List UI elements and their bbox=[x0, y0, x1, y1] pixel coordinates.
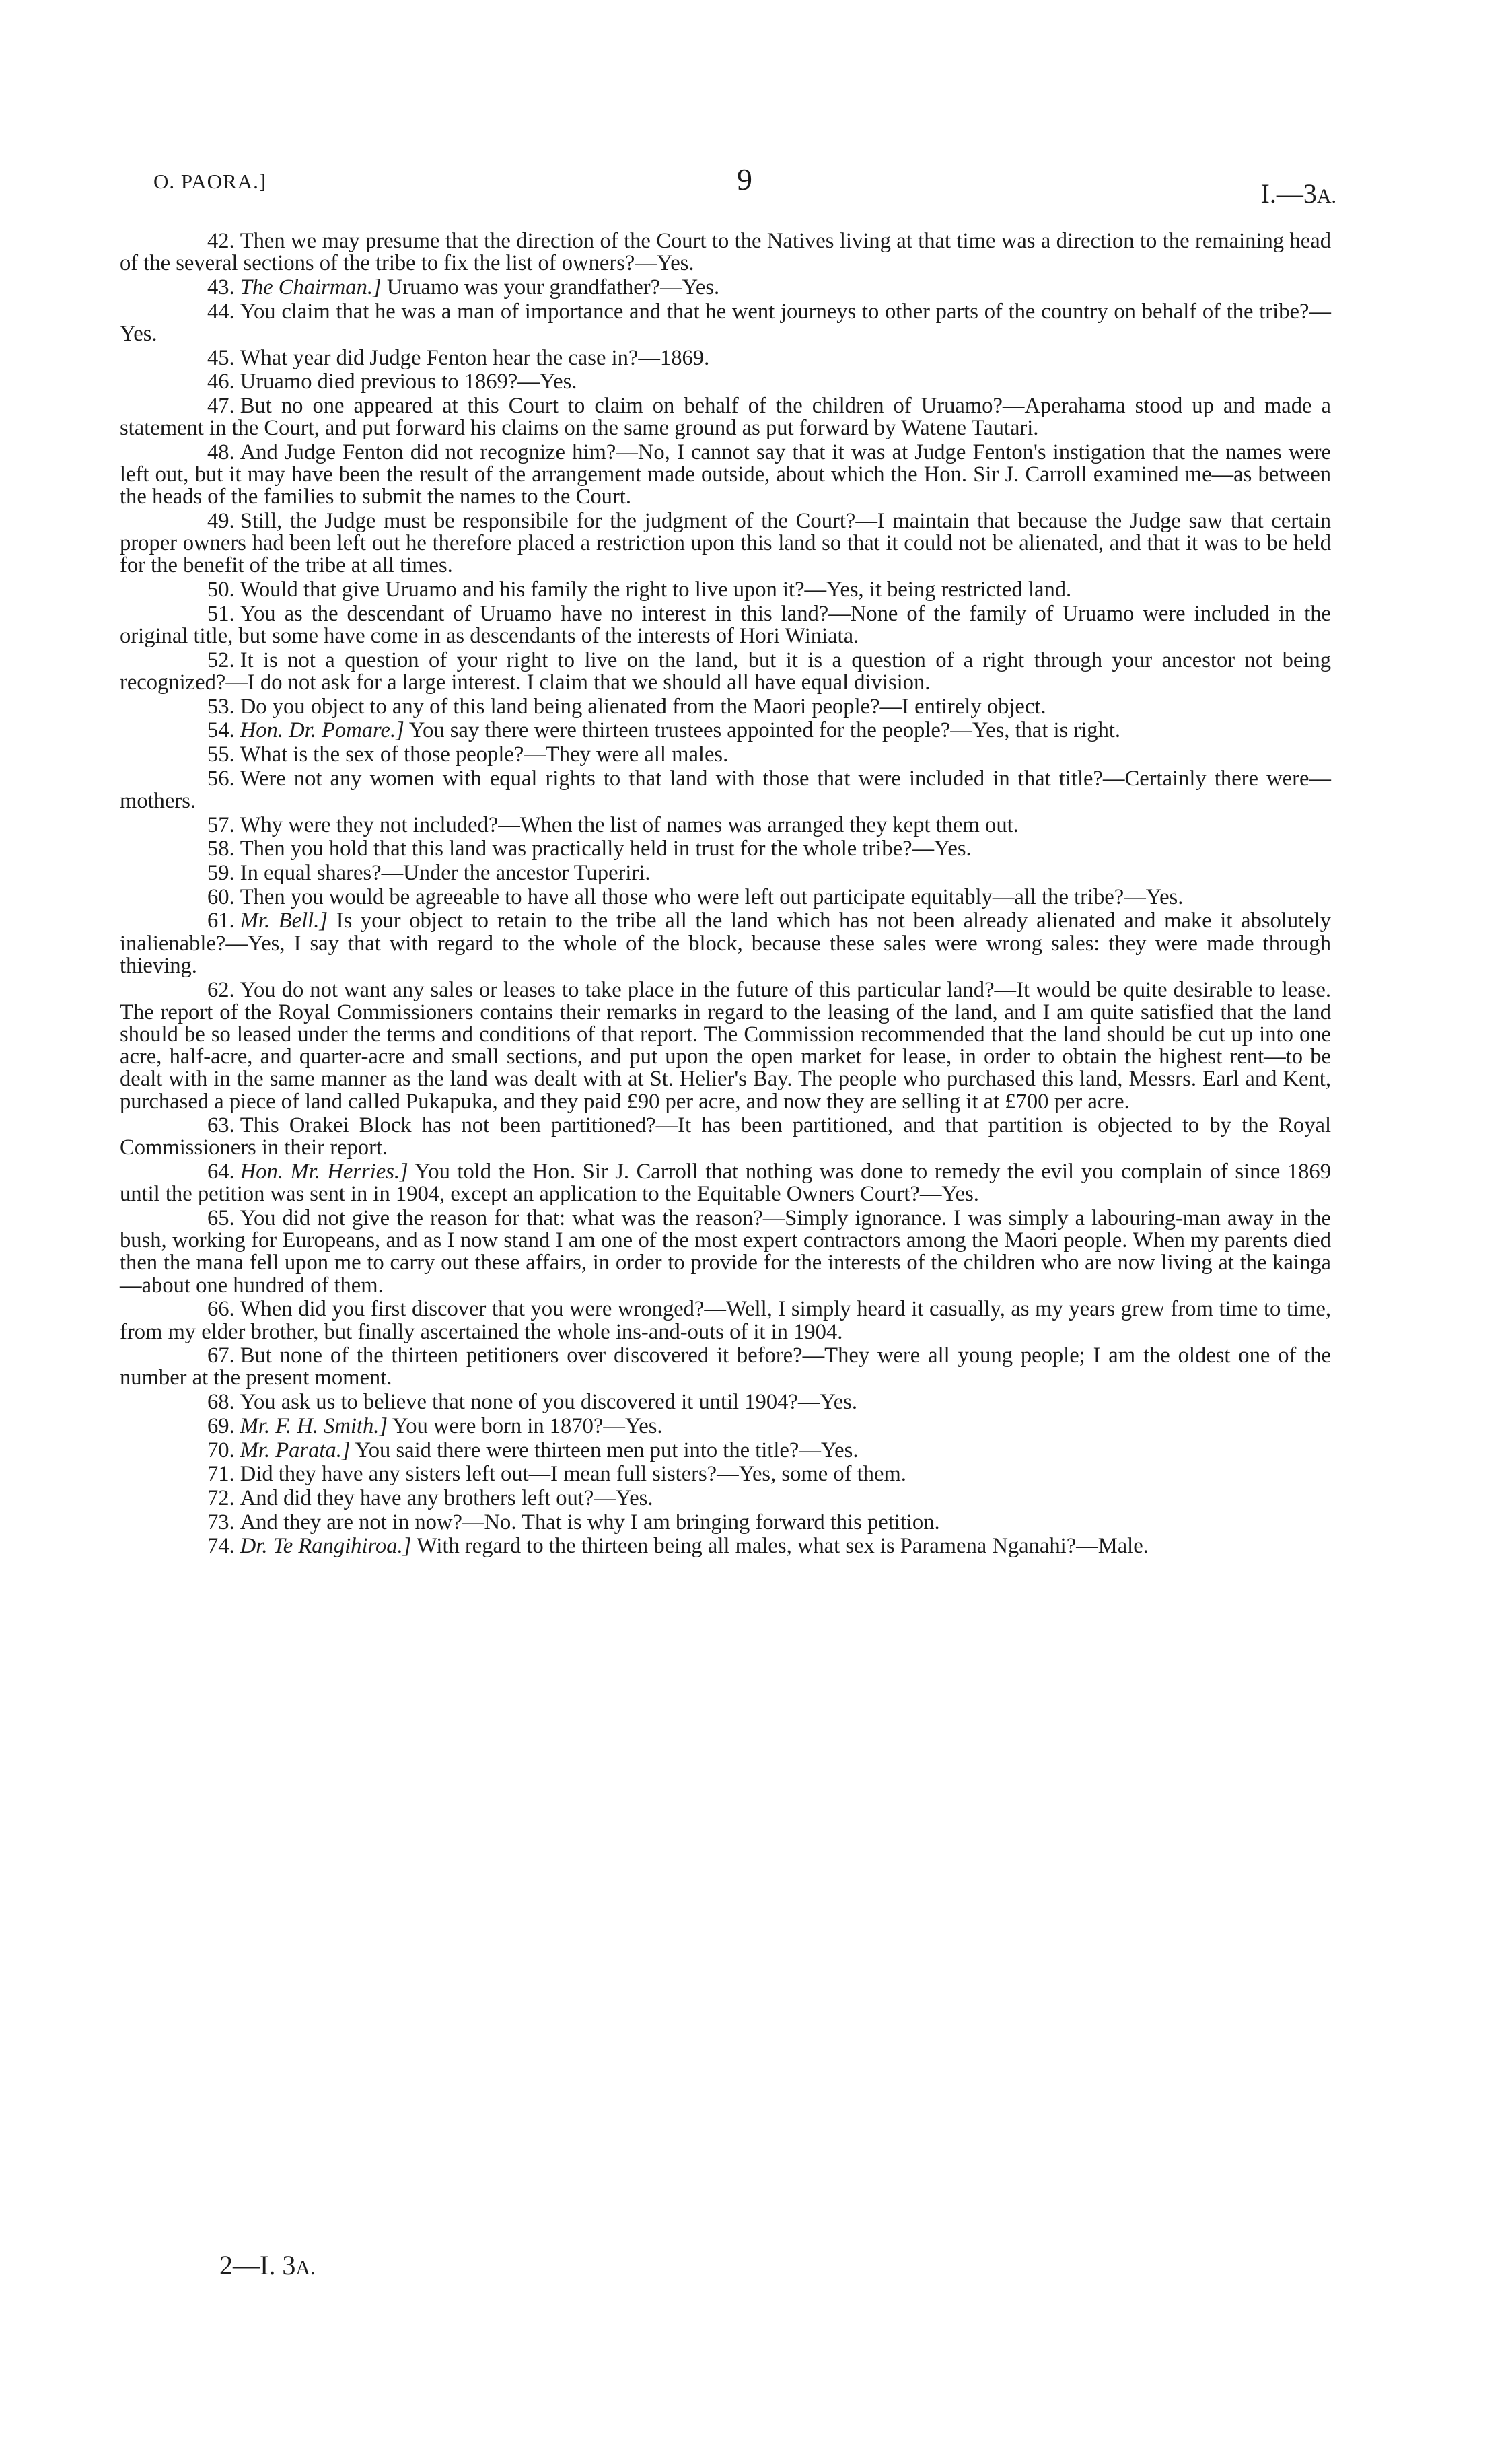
qa-paragraph bbox=[120, 1345, 1331, 1389]
question-number: 67. bbox=[207, 1343, 235, 1368]
qa-text: You claim that he was a man of importance and that he went journeys to other parts of the country on behalf of the tribe?—Yes. bbox=[120, 299, 1331, 346]
qa-paragraph bbox=[120, 838, 1331, 860]
qa-text: Uruamo was your grandfather?—Yes. bbox=[386, 275, 720, 300]
question-number: 57. bbox=[207, 812, 235, 837]
qa-paragraph bbox=[120, 277, 1331, 299]
question-number: 65. bbox=[207, 1206, 235, 1231]
qa-text: What year did Judge Fenton hear the case in?—1869. bbox=[240, 345, 710, 370]
qa-paragraph bbox=[120, 1115, 1331, 1159]
question-number: 56. bbox=[207, 766, 235, 791]
question-number: 44. bbox=[207, 299, 235, 324]
qa-text: Do you object to any of this land being alienated from the Maori people?—I entirely object. bbox=[240, 694, 1046, 719]
qa-paragraph bbox=[120, 979, 1331, 1113]
qa-text: In equal shares?—Under the ancestor Tuperiri. bbox=[240, 860, 651, 885]
qa-paragraph bbox=[120, 862, 1331, 884]
paper-reference-suffix: A. bbox=[1316, 185, 1336, 207]
qa-text: You said there were thirteen men put into the title?—Yes. bbox=[355, 1438, 859, 1463]
qa-text: You say there were thirteen trustees appointed for the people?—Yes, that is right. bbox=[408, 718, 1121, 743]
question-number: 71. bbox=[207, 1462, 235, 1487]
qa-paragraph bbox=[120, 768, 1331, 812]
qa-text: With regard to the thirteen being all males, what sex is Paramena Nganahi?—Male. bbox=[416, 1534, 1149, 1559]
qa-paragraph bbox=[120, 1463, 1331, 1485]
qa-text: You as the descendant of Uruamo have no interest in this land?—None of the family of Uruamo were included in the original title, but some have come in as descendants of the interests of Hori Winiata. bbox=[120, 601, 1331, 648]
evidence-body bbox=[120, 230, 1331, 1559]
question-number: 46. bbox=[207, 369, 235, 394]
qa-paragraph bbox=[120, 886, 1331, 909]
question-number: 51. bbox=[207, 601, 235, 626]
qa-paragraph bbox=[120, 1512, 1331, 1534]
qa-text: Were not any women with equal rights to that land with those that were included in that title?—Certainly there were—mothers. bbox=[120, 766, 1331, 813]
qa-text: When did you first discover that you were wronged?—Well, I simply heard it casually, as my years grew from time to time, from my elder brother, but finally ascertained the whole ins-and-outs of it in 1904. bbox=[120, 1297, 1331, 1344]
qa-text: It is not a question of your right to live on the land, but it is a question of a right through your ancestor not being recognized?—I do not ask for a large interest. I claim that we should all have equal division. bbox=[120, 647, 1331, 695]
qa-text: Still, the Judge must be responsibile for the judgment of the Court?—I maintain that because the Judge saw that certain proper owners had been left out he therefore placed a restriction upon this land so that it could not be alienated, and that it was to be held for the benefit of the tribe at all times. bbox=[120, 508, 1331, 578]
speaker-name: Hon. Dr. Pomare.] bbox=[240, 718, 404, 743]
question-number: 72. bbox=[207, 1485, 235, 1510]
qa-paragraph bbox=[120, 1535, 1331, 1557]
question-number: 50. bbox=[207, 577, 235, 602]
qa-text: You ask us to believe that none of you discovered it until 1904?—Yes. bbox=[240, 1390, 857, 1415]
speaker-name: The Chairman.] bbox=[240, 275, 382, 300]
qa-text: Why were they not included?—When the list of names was arranged they kept them out. bbox=[240, 812, 1019, 837]
question-number: 73. bbox=[207, 1510, 235, 1535]
qa-text: Then you would be agreeable to have all those who were left out participate equitably—all the tribe?—Yes. bbox=[240, 884, 1184, 909]
qa-paragraph bbox=[120, 371, 1331, 393]
question-number: 45. bbox=[207, 345, 235, 370]
qa-text: And Judge Fenton did not recognize him?—No, I cannot say that it was at Judge Fenton's instigation that the names were left out, but it may have been the result of the arrangement made outside, about which the Hon. Sir J. Carroll examined me—as between the heads of the families to submit the names to the Court. bbox=[120, 439, 1331, 509]
qa-text: But none of the thirteen petitioners over discovered it before?—They were all young people; I am the oldest one of the number at the present moment. bbox=[120, 1343, 1331, 1391]
speaker-name: Hon. Mr. Herries.] bbox=[240, 1160, 408, 1185]
paper-reference bbox=[1261, 178, 1337, 209]
qa-paragraph bbox=[120, 1415, 1331, 1438]
qa-paragraph bbox=[120, 696, 1331, 718]
question-number: 59. bbox=[207, 860, 235, 885]
question-number: 54. bbox=[207, 718, 235, 743]
printer-signature bbox=[219, 2249, 316, 2281]
question-number: 61. bbox=[207, 909, 235, 934]
question-number: 66. bbox=[207, 1297, 235, 1322]
speaker-name: Mr. Parata.] bbox=[240, 1438, 351, 1463]
qa-text: Uruamo died previous to 1869?—Yes. bbox=[240, 369, 577, 394]
qa-paragraph bbox=[120, 719, 1331, 742]
qa-paragraph bbox=[120, 1487, 1331, 1510]
question-number: 70. bbox=[207, 1438, 235, 1463]
speaker-name: Mr. F. H. Smith.] bbox=[240, 1413, 388, 1438]
question-number: 42. bbox=[207, 229, 235, 253]
signature-main: 2—I. 3 bbox=[219, 2250, 296, 2280]
qa-paragraph bbox=[120, 579, 1331, 601]
qa-paragraph bbox=[120, 510, 1331, 577]
question-number: 47. bbox=[207, 393, 235, 418]
qa-text: What is the sex of those people?—They were all males. bbox=[240, 742, 729, 767]
question-number: 43. bbox=[207, 275, 235, 300]
qa-paragraph bbox=[120, 1391, 1331, 1413]
qa-text: Did they have any sisters left out—I mean full sisters?—Yes, some of them. bbox=[240, 1462, 906, 1487]
signature-suffix: A. bbox=[295, 2257, 316, 2279]
page-number: 9 bbox=[737, 162, 752, 197]
qa-paragraph bbox=[120, 910, 1331, 977]
question-number: 49. bbox=[207, 508, 235, 533]
qa-text: And they are not in now?—No. That is why I am bringing forward this petition. bbox=[240, 1510, 940, 1535]
question-number: 69. bbox=[207, 1413, 235, 1438]
question-number: 58. bbox=[207, 837, 235, 861]
running-head-witness: O. PAORA.] bbox=[153, 170, 267, 193]
speaker-name: Mr. Bell.] bbox=[240, 909, 328, 934]
question-number: 74. bbox=[207, 1534, 235, 1559]
question-number: 63. bbox=[207, 1113, 235, 1138]
qa-text: You did not give the reason for that: what was the reason?—Simply ignorance. I was simply a labouring-man away in the bush, working for Europeans, and as I now stand I am one of the most expert contractors among the Maori people. When my parents died then the mana fell upon me to carry out these affairs, in order to provide for the interests of the children who are now living at the kainga—about one hundred of them. bbox=[120, 1206, 1331, 1298]
qa-paragraph bbox=[120, 395, 1331, 439]
question-number: 55. bbox=[207, 742, 235, 767]
qa-paragraph bbox=[120, 230, 1331, 275]
qa-text: You do not want any sales or leases to take place in the future of this particular land?—It would be quite desirable to lease. The report of the Royal Commissioners contains their remarks in regard to the leasing of the land, and I am quite satisfied that the land should be so leased under the terms and conditions of that report. The Commission recommended that the land should be cut up into one acre, half-acre, and quarter-acre and small sections, and put upon the open market for lease, in order to obtain the highest rent—to be dealt with in the same manner as the land was dealt with at St. Helier's Bay. The people who purchased this land, Messrs. Earl and Kent, purchased a piece of land called Pukapuka, and they paid £90 per acre, and now they are selling it at £700 per acre. bbox=[120, 977, 1331, 1114]
question-number: 48. bbox=[207, 439, 235, 464]
qa-paragraph bbox=[120, 301, 1331, 345]
qa-paragraph bbox=[120, 439, 1331, 509]
qa-text: This Orakei Block has not been partitioned?—It has been partitioned, and that partition is objected to by the Royal Commissioners in their report. bbox=[120, 1113, 1331, 1160]
qa-text: Then we may presume that the direction of the Court to the Natives living at that time was a direction to the remaining head of the several sections of the tribe to fix the list of owners?—Yes. bbox=[120, 229, 1331, 276]
question-number: 52. bbox=[207, 647, 235, 672]
speaker-name: Dr. Te Rangihiroa.] bbox=[240, 1534, 412, 1559]
question-number: 60. bbox=[207, 884, 235, 909]
qa-paragraph bbox=[120, 1440, 1331, 1462]
question-number: 64. bbox=[207, 1160, 235, 1185]
qa-paragraph bbox=[120, 649, 1331, 694]
question-number: 53. bbox=[207, 694, 235, 719]
qa-paragraph bbox=[120, 1298, 1331, 1343]
qa-text: And did they have any brothers left out?—Yes. bbox=[240, 1485, 653, 1510]
qa-paragraph bbox=[120, 744, 1331, 766]
question-number: 62. bbox=[207, 977, 235, 1002]
qa-text: Would that give Uruamo and his family the right to live upon it?—Yes, it being restricted land. bbox=[240, 577, 1072, 602]
question-number: 68. bbox=[207, 1390, 235, 1415]
qa-paragraph bbox=[120, 1207, 1331, 1297]
qa-paragraph bbox=[120, 814, 1331, 837]
qa-text: You were born in 1870?—Yes. bbox=[392, 1413, 663, 1438]
qa-paragraph bbox=[120, 1161, 1331, 1205]
qa-text: You told the Hon. Sir J. Carroll that nothing was done to remedy the evil you complain of since 1869 until the petition was sent in in 1904, except an application to the Equitable Owners Court?—Yes. bbox=[120, 1160, 1331, 1207]
qa-text: Is your object to retain to the tribe all the land which has not been already alienated and make it absolutely inalienable?—Yes, I say that with regard to the whole of the block, because these sales were wrong sales: they were made through thieving. bbox=[120, 909, 1331, 978]
qa-text: But no one appeared at this Court to claim on behalf of the children of Uruamo?—Aperahama stood up and made a statement in the Court, and put forward his claims on the same ground as put forward by Watene Tautari. bbox=[120, 393, 1331, 441]
qa-paragraph bbox=[120, 347, 1331, 369]
qa-paragraph bbox=[120, 603, 1331, 647]
paper-reference-main: I.—3 bbox=[1260, 178, 1317, 209]
qa-text: Then you hold that this land was practically held in trust for the whole tribe?—Yes. bbox=[240, 837, 972, 861]
